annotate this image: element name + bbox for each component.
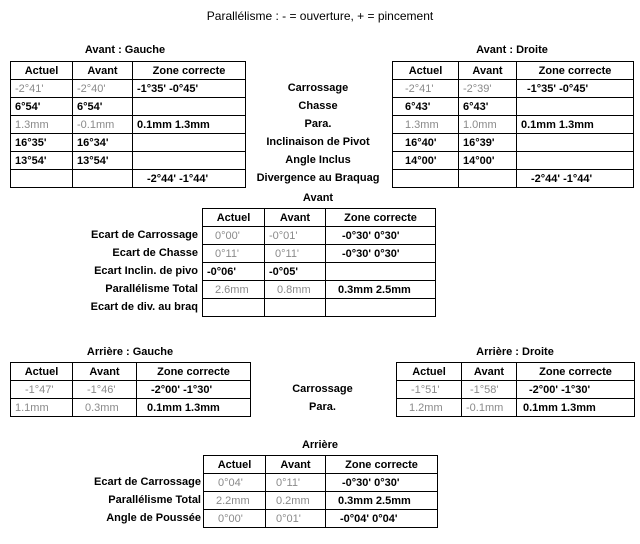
avant-cell: 0°11' — [266, 474, 326, 492]
avant-cell: 6°54' — [73, 98, 133, 116]
front-right-caption: Avant : Droite — [476, 44, 548, 56]
actuel-cell: 1.3mm — [11, 116, 73, 134]
table-row — [393, 152, 634, 170]
zone-cell: -0°30' 0°30' — [326, 474, 438, 492]
rear-right-table — [396, 362, 635, 417]
zone-cell — [133, 134, 246, 152]
zone-cell: 0.1mm 1.3mm — [517, 116, 634, 134]
header-zone: Zone correcte — [517, 363, 635, 381]
actuel-cell: -1°47' — [11, 381, 73, 399]
actuel-cell: 0°00' — [203, 227, 265, 245]
table-row — [11, 80, 246, 98]
avant-cell: 0.8mm — [265, 281, 326, 299]
table-row — [11, 116, 246, 134]
label-parallelisme-total: Parallélisme Total — [108, 494, 201, 506]
label-ecart-carrossage: Ecart de Carrossage — [94, 476, 201, 488]
table-row — [11, 134, 246, 152]
front-right-table — [392, 61, 634, 188]
table-row — [11, 152, 246, 170]
actuel-cell: 1.3mm — [393, 116, 459, 134]
header-actuel: Actuel — [397, 363, 462, 381]
avant-cell: 14°00' — [459, 152, 517, 170]
front-axle-labels — [245, 79, 391, 187]
header-row — [397, 363, 635, 381]
zone-cell: 0.1mm 1.3mm — [517, 399, 635, 417]
header-zone: Zone correcte — [133, 62, 246, 80]
header-avant: Avant — [462, 363, 517, 381]
avant-cell: -1°46' — [73, 381, 137, 399]
avant-cell: 6°43' — [459, 98, 517, 116]
zone-cell: -1°35' -0°45' — [517, 80, 634, 98]
avant-cell: 13°54' — [73, 152, 133, 170]
actuel-cell: 16°35' — [11, 134, 73, 152]
rear-axle-labels — [250, 380, 395, 416]
page-title: Parallélisme : - = ouverture, + = pincement — [206, 9, 434, 23]
zone-cell: -2°00' -1°30' — [517, 381, 635, 399]
zone-cell — [326, 263, 436, 281]
zone-cell: -0°04' 0°04' — [326, 510, 438, 528]
header-avant: Avant — [73, 363, 137, 381]
avant-cell: -0.1mm — [73, 116, 133, 134]
zone-cell: -0°30' 0°30' — [326, 245, 436, 263]
rear-left-table — [10, 362, 251, 417]
actuel-cell: 2.2mm — [204, 492, 266, 510]
zone-cell — [133, 152, 246, 170]
table-row — [203, 263, 436, 281]
header-actuel: Actuel — [11, 363, 73, 381]
zone-cell: 0.1mm 1.3mm — [133, 116, 246, 134]
table-row — [393, 80, 634, 98]
label-ecart-inclin-pivot: Ecart Inclin. de pivo — [94, 265, 198, 277]
avant-cell: 0°01' — [266, 510, 326, 528]
actuel-cell: 1.1mm — [11, 399, 73, 417]
avant-cell: 1.0mm — [459, 116, 517, 134]
header-row — [203, 209, 436, 227]
table-row — [393, 116, 634, 134]
front-diff-table — [202, 208, 436, 317]
actuel-cell — [11, 170, 73, 188]
label-para: Para. — [304, 118, 332, 130]
avant-cell: 16°39' — [459, 134, 517, 152]
label-carrossage: Carrossage — [292, 383, 353, 395]
header-avant: Avant — [73, 62, 133, 80]
avant-cell: 0.3mm — [73, 399, 137, 417]
actuel-cell — [203, 299, 265, 317]
table-row — [393, 134, 634, 152]
avant-cell: -0.1mm — [462, 399, 517, 417]
header-avant: Avant — [265, 209, 326, 227]
actuel-cell: 13°54' — [11, 152, 73, 170]
avant-cell: -2°40' — [73, 80, 133, 98]
avant-cell: -0°05' — [265, 263, 326, 281]
label-parallelisme-total: Parallélisme Total — [105, 283, 198, 295]
zone-cell — [517, 134, 634, 152]
actuel-cell: -0°06' — [203, 263, 265, 281]
front-left-caption: Avant : Gauche — [84, 44, 166, 56]
zone-cell: -2°00' -1°30' — [137, 381, 251, 399]
label-ecart-div-braq: Ecart de div. au braq — [90, 301, 198, 313]
table-row — [397, 399, 635, 417]
avant-cell: -2°39' — [459, 80, 517, 98]
label-divergence-braquage: Divergence au Braquag — [256, 172, 380, 184]
zone-cell: -2°44' -1°44' — [133, 170, 246, 188]
actuel-cell: 1.2mm — [397, 399, 462, 417]
actuel-cell: -1°51' — [397, 381, 462, 399]
table-row — [11, 98, 246, 116]
zone-cell: -0°30' 0°30' — [326, 227, 436, 245]
actuel-cell: 6°43' — [393, 98, 459, 116]
zone-cell — [517, 152, 634, 170]
table-row — [11, 399, 251, 417]
table-row — [203, 299, 436, 317]
zone-cell — [133, 98, 246, 116]
header-row — [204, 456, 438, 474]
table-row — [11, 170, 246, 188]
label-chasse: Chasse — [298, 100, 338, 112]
label-ecart-carrossage: Ecart de Carrossage — [91, 229, 198, 241]
rear-diff-caption: Arrière — [301, 439, 339, 451]
rear-diff-table — [203, 455, 438, 528]
actuel-cell: 0°11' — [203, 245, 265, 263]
header-avant: Avant — [266, 456, 326, 474]
table-row — [11, 381, 251, 399]
front-diff-caption: Avant — [302, 192, 334, 204]
avant-cell: 16°34' — [73, 134, 133, 152]
label-angle-inclus: Angle Inclus — [285, 154, 351, 166]
rear-right-caption: Arrière : Droite — [476, 346, 554, 358]
zone-cell: 0.3mm 2.5mm — [326, 281, 436, 299]
actuel-cell: 16°40' — [393, 134, 459, 152]
header-zone: Zone correcte — [517, 62, 634, 80]
avant-cell: -1°58' — [462, 381, 517, 399]
header-actuel: Actuel — [11, 62, 73, 80]
actuel-cell: 2.6mm — [203, 281, 265, 299]
front-left-table — [10, 61, 246, 188]
actuel-cell: -2°41' — [11, 80, 73, 98]
label-inclinaison-pivot: Inclinaison de Pivot — [266, 136, 370, 148]
header-avant: Avant — [459, 62, 517, 80]
header-zone: Zone correcte — [326, 209, 436, 227]
table-row — [204, 474, 438, 492]
rear-left-caption: Arrière : Gauche — [86, 346, 174, 358]
table-row — [203, 227, 436, 245]
header-actuel: Actuel — [203, 209, 265, 227]
zone-cell — [517, 98, 634, 116]
header-actuel: Actuel — [393, 62, 459, 80]
actuel-cell: 14°00' — [393, 152, 459, 170]
table-row — [203, 281, 436, 299]
table-row — [203, 245, 436, 263]
actuel-cell: -2°41' — [393, 80, 459, 98]
actuel-cell: 6°54' — [11, 98, 73, 116]
zone-cell — [326, 299, 436, 317]
label-angle-poussee: Angle de Poussée — [106, 512, 201, 524]
label-carrossage: Carrossage — [287, 82, 349, 94]
table-row — [204, 492, 438, 510]
avant-cell — [459, 170, 517, 188]
avant-cell: 0°11' — [265, 245, 326, 263]
actuel-cell: 0°04' — [204, 474, 266, 492]
header-actuel: Actuel — [204, 456, 266, 474]
header-zone: Zone correcte — [326, 456, 438, 474]
zone-cell: 0.3mm 2.5mm — [326, 492, 438, 510]
rear-diff-labels — [20, 473, 201, 527]
actuel-cell — [393, 170, 459, 188]
zone-cell: -1°35' -0°45' — [133, 80, 246, 98]
header-row — [11, 62, 246, 80]
table-row — [393, 170, 634, 188]
header-row — [11, 363, 251, 381]
avant-cell — [265, 299, 326, 317]
table-row — [397, 381, 635, 399]
table-row — [204, 510, 438, 528]
label-para: Para. — [309, 401, 336, 413]
front-diff-labels — [20, 226, 198, 316]
header-zone: Zone correcte — [137, 363, 251, 381]
header-row — [393, 62, 634, 80]
table-row — [393, 98, 634, 116]
avant-cell — [73, 170, 133, 188]
label-ecart-chasse: Ecart de Chasse — [112, 247, 198, 259]
actuel-cell: 0°00' — [204, 510, 266, 528]
avant-cell: -0°01' — [265, 227, 326, 245]
zone-cell: 0.1mm 1.3mm — [137, 399, 251, 417]
avant-cell: 0.2mm — [266, 492, 326, 510]
zone-cell: -2°44' -1°44' — [517, 170, 634, 188]
